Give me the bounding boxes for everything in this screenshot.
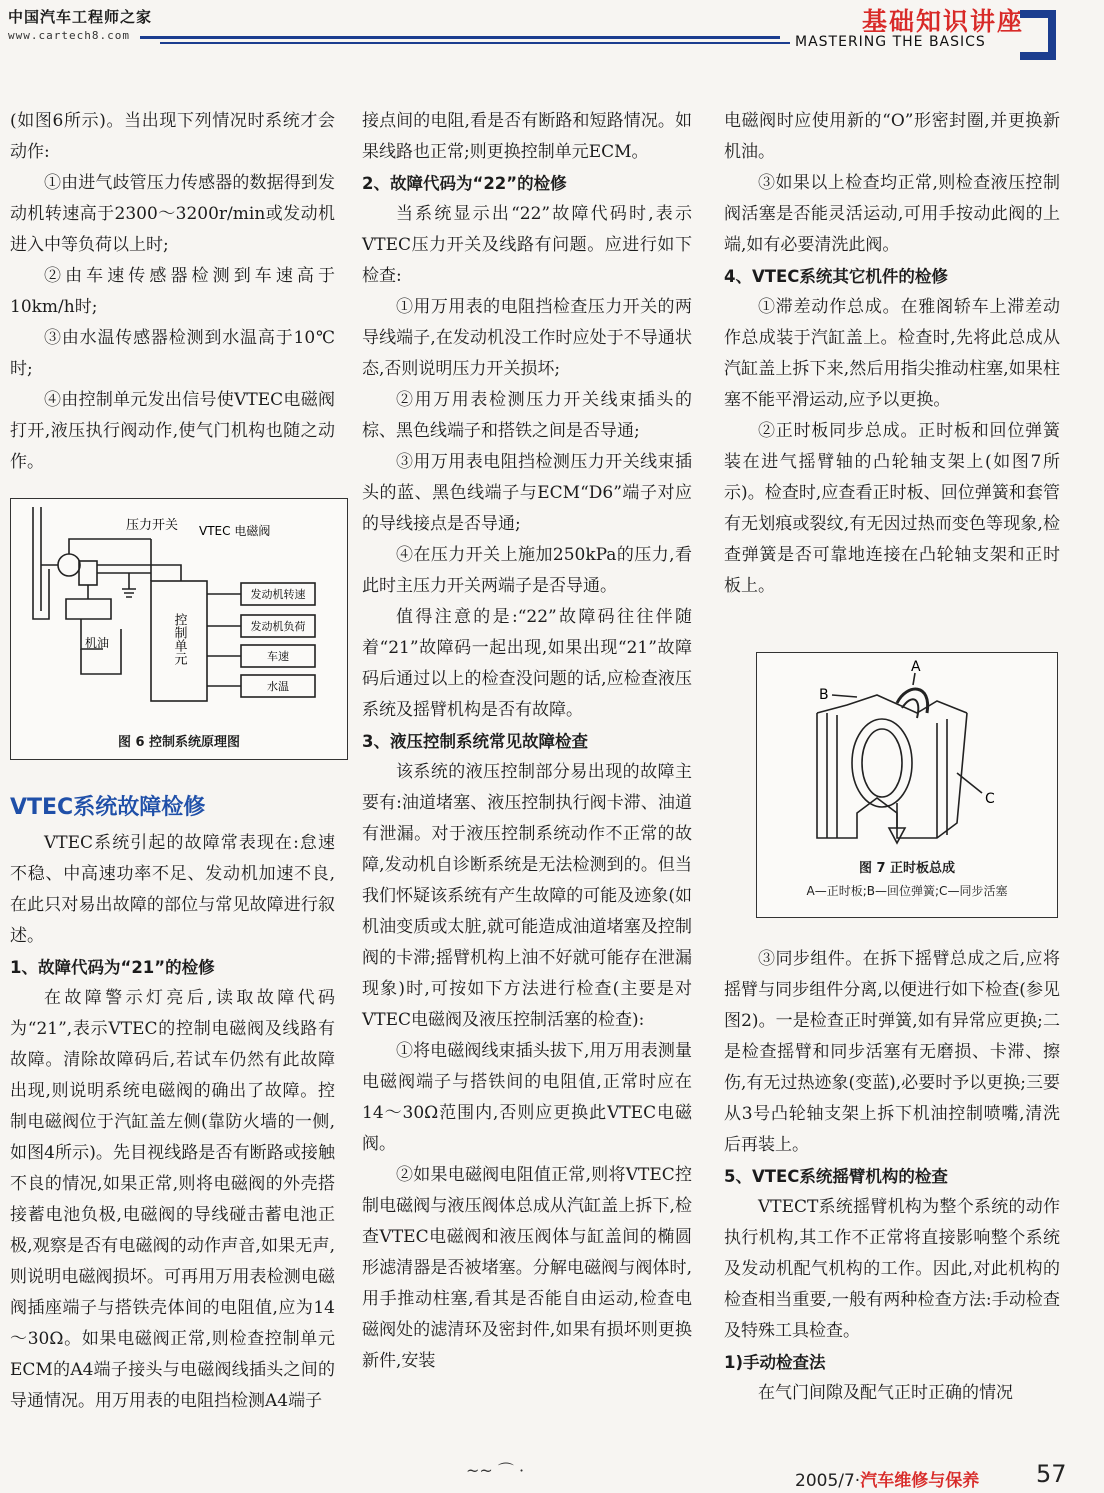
paragraph: ①由进气歧管压力传感器的数据得到发动机转速高于2300～3200r/min或发动机进入中等负荷以上时;	[10, 173, 335, 255]
paragraph: VTEC系统引起的故障常表现在:怠速不稳、中高速功率不足、发动机加速不良,在此只对易出故障的部位与常见故障进行叙述。	[10, 833, 335, 946]
label-b: B	[819, 687, 829, 703]
paragraph: ④由控制单元发出信号使VTEC电磁阀打开,液压执行阀动作,使气门机构也随之动作。	[10, 390, 335, 472]
column-1-lower	[10, 784, 335, 1417]
subheading-rocker-arm: 5、VTEC系统摇臂机构的检查	[724, 1167, 948, 1186]
site-name: 中国汽车工程师之家	[8, 8, 153, 26]
subheading-other-parts: 4、VTEC系统其它机件的检修	[724, 267, 948, 286]
paragraph: 该系统的液压控制部分易出现的故障主要有:油道堵塞、液压控制执行阀卡滞、油道有泄漏。对于液压控制系统动作不正常的故障,发动机自诊断系统是无法检测到的。但当我们怀疑该系统有产生故障的可能及迹象(如机油变质或太脏,就可能造成油道堵塞及控制阀的卡滞;摇臂机构上油不好就可能存在泄漏现象)时,可按如下方法进行检查(主要是对VTEC电磁阀及液压控制活塞的检查):	[362, 762, 692, 1030]
paragraph: 当系统显示出“22”故障代码时,表示VTEC压力开关及线路有问题。应进行如下检查:	[362, 204, 692, 286]
paragraph: ③同步组件。在拆下摇臂总成之后,应将摇臂与同步组件分离,以便进行如下检查(参见图2)。一是检查正时弹簧,如有异常应更换;二是检查摇臂和同步活塞有无磨损、卡滞、擦伤,有无过热迹象(变蓝),必要时予以更换;三要从3号凸轮轴支架上拆下机油控制喷嘴,清洗后再装上。	[724, 949, 1060, 1155]
label-oil: 机油	[85, 636, 110, 650]
footer-magazine: 汽车维修与保养	[860, 1471, 980, 1491]
label-a: A	[911, 659, 921, 675]
column-2	[362, 106, 692, 1377]
footer-squiggle: ~~ ⌒ ·	[466, 1461, 525, 1480]
paragraph: 电磁阀时应使用新的“O”形密封圈,并更换新机油。	[724, 111, 1060, 162]
paragraph: 在故障警示灯亮后,读取故障代码为“21”,表示VTEC的控制电磁阀及线路有故障。清除故障码后,若试车仍然有此故障出现,则说明系统电磁阀的确出了故障。控制电磁阀位于汽缸盖左侧(靠防火墙的一侧,如图4所示)。先目视线路是否有断路或接触不良的情况,如果正常,则将电磁阀的外壳搭接蓄电池负极,电磁阀的导线碰击蓄电池正极,观察是否有电磁阀的动作声音,如果无声,则说明电磁阀损坏。可再用万用表检测电磁阀插座端子与搭铁壳体间的电阻值,应为14～30Ω。如果电磁阀正常,则检查控制单元ECM的A4端子接头与电磁阀线插头之间的导通情况。用万用表的电阻挡检测A4端子	[10, 988, 335, 1411]
paragraph: ①滞差动作总成。在雅阁轿车上滞差动作总成装于汽缸盖上。检查时,先将此总成从汽缸盖上拆下来,然后用指尖推动柱塞,如果柱塞不能平滑运动,应予以更换。	[724, 297, 1060, 410]
figure-6-diagram	[11, 499, 347, 727]
figure-6	[10, 498, 348, 760]
sensor-box-speed: 发动机转速	[250, 588, 306, 601]
figure-7	[756, 652, 1058, 918]
label-c: C	[985, 791, 995, 807]
column-1	[10, 106, 335, 478]
figure-7-diagram	[757, 653, 1057, 853]
paragraph: 值得注意的是:“22”故障码往往伴随着“21”故障码一起出现,如果出现“21”故障码后通过以上的检查没问题的话,应检查液压系统及摇臂机构是否有故障。	[362, 607, 692, 720]
paragraph: ②用万用表检测压力开关线束插头的棕、黑色线端子和搭铁之间是否导通;	[362, 390, 692, 441]
sensor-box-load: 发动机负荷	[250, 620, 306, 633]
paragraph: ③如果以上检查均正常,则检查液压控制阀活塞是否能灵活运动,可用手按动此阀的上端,如有必要清洗此阀。	[724, 173, 1060, 255]
sensor-box-water-temp: 水温	[267, 680, 289, 693]
paragraph: ①将电磁阀线束插头拔下,用万用表测量电磁阀端子与搭铁间的电阻值,正常时应在14～30Ω范围内,否则应更换此VTEC电磁阀。	[362, 1041, 692, 1154]
label-pressure-switch: 压力开关	[126, 518, 179, 533]
paragraph: ②如果电磁阀电阻值正常,则将VTEC控制电磁阀与液压阀体总成从汽缸盖上拆下,检查VTEC电磁阀和液压阀体与缸盖间的椭圆形滤清器是否被堵塞。分解电磁阀与阀体时,用手推动柱塞,看其是否能自由运动,检查电磁阀处的滤清环及密封件,如果有损坏则更换新件,安装	[362, 1165, 692, 1371]
paragraph: ②正时板同步总成。正时板和回位弹簧装在进气摇臂轴的凸轮轴支架上(如图7所示)。检查时,应查看正时板、回位弹簧和套管有无划痕或裂纹,有无因过热而变色等现象,检查弹簧是否可靠地连接在凸轮轴支架和正时板上。	[724, 421, 1060, 596]
column-3-lower	[724, 944, 1060, 1409]
subheading-hydraulic: 3、液压控制系统常见故障检查	[362, 732, 588, 751]
column-3	[724, 106, 1060, 602]
page-number: 57	[1036, 1460, 1067, 1488]
corner-bracket	[1020, 10, 1056, 60]
paragraph: ①用万用表的电阻挡检查压力开关的两导线端子,在发动机没工作时应处于不导通状态,否则说明压力开关损坏;	[362, 297, 692, 379]
figure-7-caption: 图 7 正时板总成	[858, 861, 956, 876]
paragraph: ④在压力开关上施加250kPa的压力,看此时主压力开关两端子是否导通。	[362, 545, 692, 596]
paragraph: 在气门间隙及配气正时正确的情况	[758, 1383, 1013, 1403]
label-vtec-valve: VTEC 电磁阀	[199, 524, 271, 538]
footer-issue: 2005/7·	[795, 1471, 861, 1491]
footer	[795, 1466, 979, 1491]
sensor-box-vehicle-speed: 车速	[267, 650, 289, 663]
section-title: 基础知识讲座	[861, 7, 1024, 36]
paragraph: ②由车速传感器检测到车速高于10km/h时;	[10, 266, 335, 317]
paragraph: 接点间的电阻,看是否有断路和短路情况。如果线路也正常;则更换控制单元ECM。	[362, 111, 692, 162]
main-heading: VTEC系统故障检修	[10, 795, 206, 820]
figure-6-caption: 图 6 控制系统原理图	[117, 735, 241, 750]
label-ecu: 控制单元	[171, 613, 187, 665]
site-url: www.cartech8.com	[8, 29, 130, 42]
paragraph: ③用万用表电阻挡检测压力开关线束插头的蓝、黑色线端子与ECM“D6”端子对应的导线接点是否导通;	[362, 452, 692, 534]
subheading-21: 1、故障代码为“21”的检修	[10, 958, 215, 977]
paragraph: (如图6所示)。当出现下列情况时系统才会动作:	[10, 111, 335, 162]
paragraph: ③由水温传感器检测到水温高于10℃时;	[10, 328, 335, 379]
header-band	[0, 30, 800, 52]
paragraph: VTECT系统摇臂机构为整个系统的动作执行机构,其工作不正常将直接影响整个系统及发动机配气机构的工作。因此,对此机构的检查相当重要,一般有两种检查方法:手动检查及特殊工具检查。	[724, 1197, 1060, 1341]
subheading-22: 2、故障代码为“22”的检修	[362, 174, 567, 193]
section-subtitle: MASTERING THE BASICS	[795, 34, 986, 50]
subheading-manual-check: 1)手动检查法	[724, 1353, 826, 1372]
figure-7-legend: A—正时板;B—回位弹簧;C—同步活塞	[806, 884, 1008, 898]
